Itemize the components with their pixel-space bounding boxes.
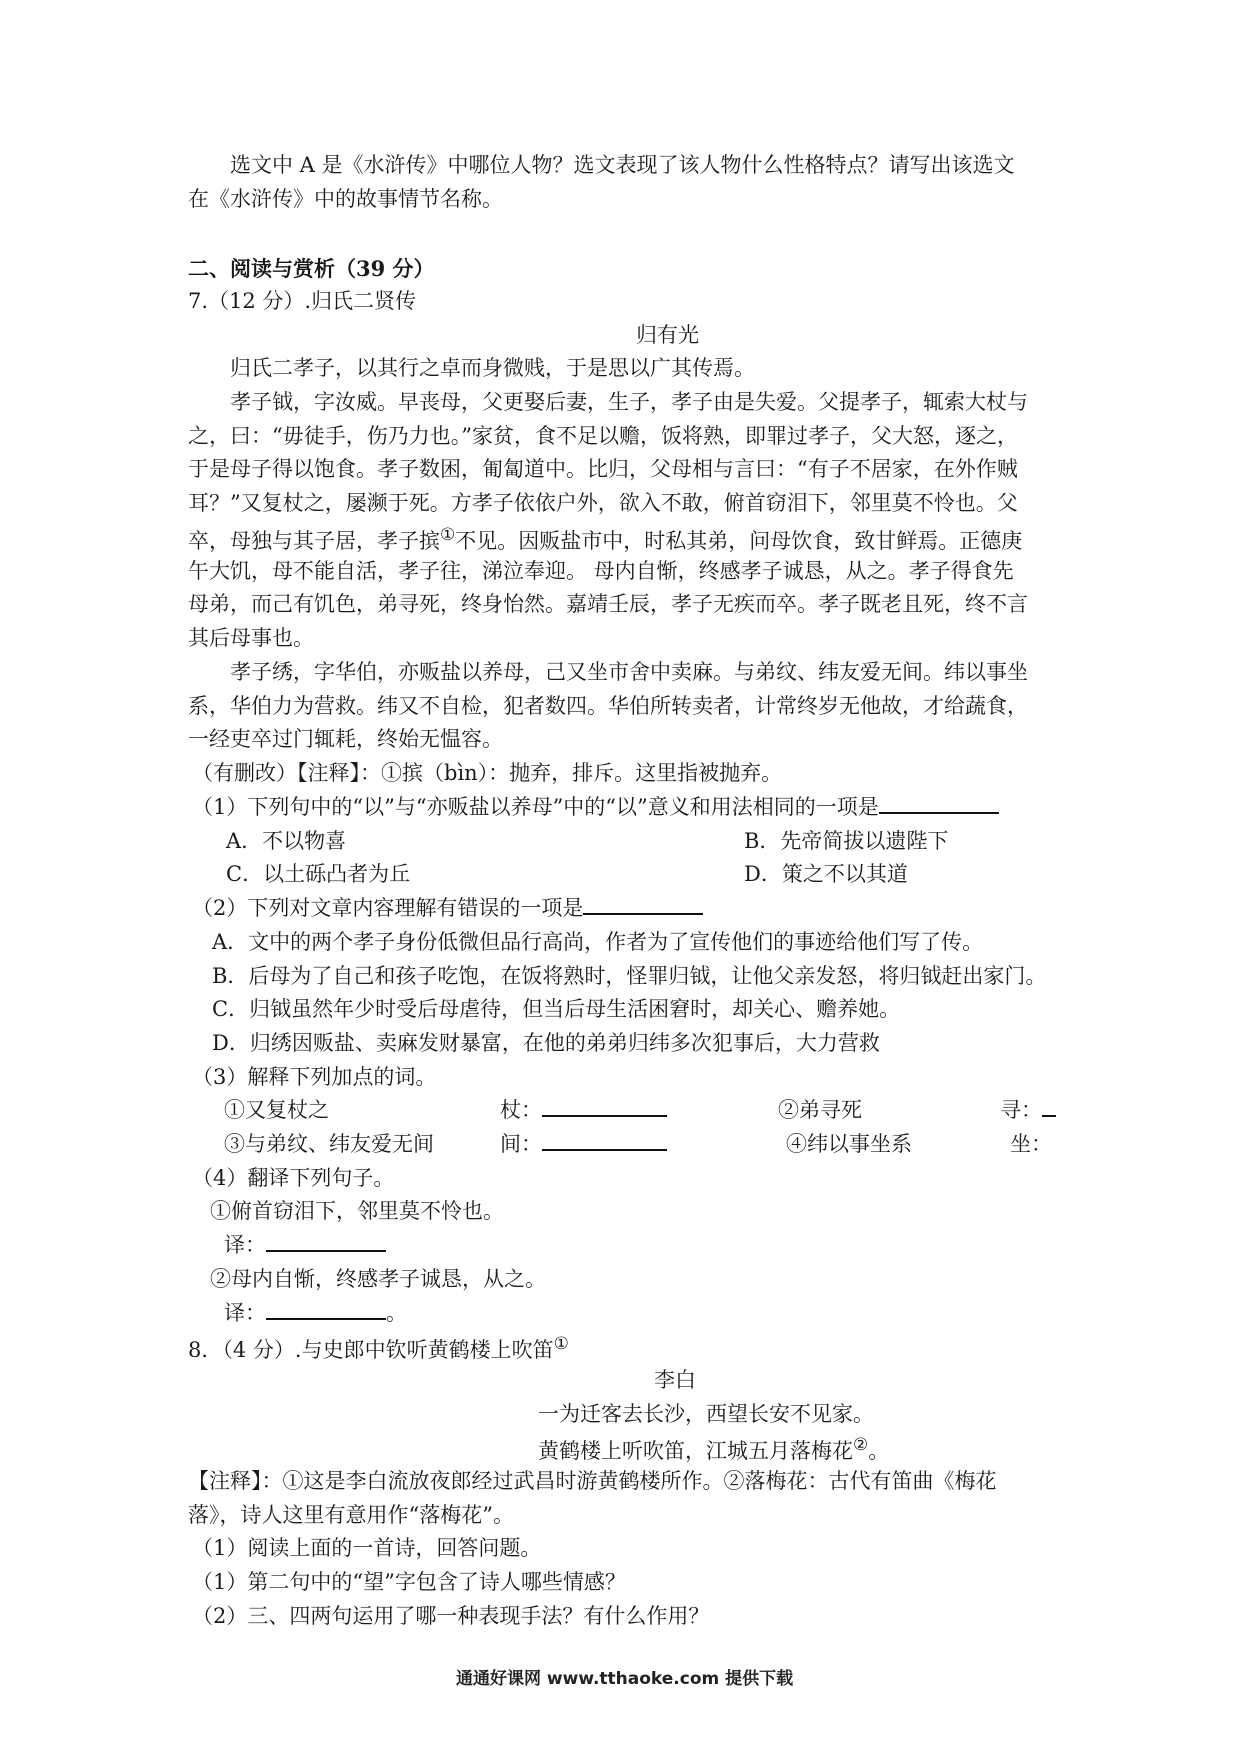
q7-sub3-key-3: [500, 1134, 667, 1155]
q7-sub3-item-4: ④纬以事坐系: [786, 1132, 912, 1156]
q7-text-line: 之，曰：“毋徒手，伤乃力也。”家贫，食不足以赡，饭将熟，即罪过孝子，父大怒，逐之，: [188, 424, 1018, 448]
q8-header-text: 8．（4 分）.与史郎中钦听黄鹤楼上吹笛: [188, 1338, 554, 1362]
q7-sub3-key-3-label: 间：: [500, 1132, 542, 1156]
q7-sub4-translation-1: [224, 1235, 386, 1256]
q8-question-2: （1）第二句中的“望”字包含了诗人哪些情感？: [192, 1570, 626, 1594]
q7-sub2-option-b: B．后母为了自己和孩子吃饱，在饭将熟时，怪罪归钺，让他父亲发怒，将归钺赶出家门。: [212, 964, 1047, 988]
q7-text-line: 母弟，而己有饥色，弟寻死，终身怡然。嘉靖壬辰，孝子无疾而卒。孝子既老且死，终不言: [188, 592, 1028, 616]
q7-sub3-stem: （3）解释下列加点的词。: [192, 1065, 437, 1089]
q7-sub3-item-3: ③与弟纹、纬友爱无间: [224, 1132, 434, 1156]
q7-sub4-stem: （4）翻译下列句子。: [192, 1166, 395, 1190]
q7-sub3-key-4: 坐：: [1010, 1132, 1052, 1156]
q8-header: [188, 1336, 569, 1361]
q8-header-mark: ①: [553, 1334, 569, 1354]
answer-blank[interactable]: [266, 1249, 386, 1252]
page-footer: 通通好课网 www.tthaoke.com 提供下载: [456, 1669, 794, 1689]
q7-sub3-key-2-label: 寻：: [1000, 1098, 1042, 1122]
q7-sub3-item-1: ①又复杖之: [224, 1098, 329, 1122]
q7-bin-mark: ①: [440, 525, 456, 545]
translation-label: 译：: [224, 1301, 266, 1325]
q7-text-line: 孝子绣，字华伯，亦贩盐以养母，己又坐市舍中卖麻。与弟纹、纬友爱无间。纬以事坐: [230, 660, 1028, 684]
q7-text-line: 其后母事也。: [188, 626, 314, 650]
q7-sub3-key-2: [1000, 1100, 1056, 1121]
q7-sub3-key-1: [500, 1100, 667, 1121]
q7-sub1-stem: [192, 797, 999, 818]
answer-blank[interactable]: [542, 1148, 667, 1151]
q8-author: 李白: [654, 1368, 696, 1392]
answer-blank[interactable]: [1042, 1114, 1056, 1117]
q7-sub4-translation-2: [224, 1303, 407, 1324]
q7-text-line: 午大饥，母不能自活，孝子往，涕泣奉迎。 母内自惭，终感孝子诚恳，从之。孝子得食先: [188, 559, 1014, 583]
q8-note-line-1: 【注释】：①这是李白流放夜郎经过武昌时游黄鹤楼所作。②落梅花：古代有笛曲《梅花: [188, 1469, 997, 1493]
answer-blank[interactable]: [542, 1114, 667, 1117]
q7-text-line: 孝子钺，字汝威。早丧母，父更娶后妻，生子，孝子由是失爱。父提孝子，辄索大杖与: [230, 390, 1028, 414]
answer-blank[interactable]: [266, 1317, 386, 1320]
q7-sub1-stem-text: （1）下列句中的“以”与“亦贩盐以养母”中的“以”意义和用法相同的一项是: [192, 795, 879, 819]
q8-note-line-2: 落》，诗人这里有意用作“落梅花”。: [188, 1503, 514, 1527]
q8-poem-line-1: 一为迁客去长沙，西望长安不见家。: [538, 1402, 874, 1426]
q8-poem-line-2: [538, 1437, 889, 1462]
q7-sub2-option-c: C．归钺虽然年少时受后母虐待，但当后母生活困窘时，却关心、赡养她。: [212, 997, 901, 1021]
answer-blank[interactable]: [879, 811, 999, 814]
q7-sub2-option-d: D．归绣因贩盐、卖麻发财暴富，在他的弟弟归纬多次犯事后，大力营救: [212, 1031, 880, 1055]
intro-line-1: 选文中 A 是《水浒传》中哪位人物？选文表现了该人物什么性格特点？请写出该选文: [230, 153, 1015, 177]
q7-text-line: 系，华伯力为营救。纬又不自检，犯者数四。华伯所转卖者，计常终岁无他故，才给蔬食，: [188, 694, 1028, 718]
q7-sub1-option-c: C．以土砾凸者为丘: [226, 862, 411, 886]
q7-author: 归有光: [636, 323, 699, 347]
q8-question-3: （2）三、四两句运用了哪一种表现手法？有什么作用？: [192, 1604, 710, 1628]
q7-annotation: （有删改）【注释】：①摈（bìn）：抛弃，排斥。这里指被抛弃。: [192, 761, 783, 785]
q7-sub3-key-1-label: 杖：: [500, 1098, 542, 1122]
q7-text-line: 耳？”又复杖之，屡濒于死。方孝子依依户外，欲入不敢，俯首窃泪下，邻里莫不怜也。父: [188, 491, 1018, 515]
q7-bin-pre: 卒，母独与其子居，孝子摈: [188, 529, 440, 553]
q8-poem-line-2-text: 黄鹤楼上听吹笛，江城五月落梅花: [538, 1439, 853, 1463]
section-2-title: 二、阅读与赏析（39 分）: [188, 256, 435, 281]
q8-question-1: （1）阅读上面的一首诗，回答问题。: [192, 1536, 542, 1560]
q8-poem-mark: ②: [853, 1435, 869, 1455]
q7-text-line: 归氏二孝子，以其行之卓而身微贱，于是思以广其传焉。: [230, 356, 755, 380]
q7-text-line-bin: [188, 527, 1022, 552]
q7-sub4-sentence-1: ①俯首窃泪下，邻里莫不怜也。: [210, 1199, 504, 1223]
q7-bin-post: 不见。因贩盐市中，时私其弟，问母饮食，致甘鲜焉。正德庚: [455, 529, 1023, 553]
translation-label: 译：: [224, 1233, 266, 1257]
period: 。: [386, 1301, 407, 1325]
q7-sub1-option-d: D．策之不以其道: [744, 862, 908, 886]
q7-sub2-stem-text: （2）下列对文章内容理解有错误的一项是: [192, 896, 584, 920]
q7-sub2-option-a: A．文中的两个孝子身份低微但品行高尚，作者为了宣传他们的事迹给他们写了传。: [212, 930, 984, 954]
q7-sub3-item-2: ②弟寻死: [778, 1098, 862, 1122]
answer-blank[interactable]: [583, 912, 703, 915]
q7-header: 7.（12 分）.归氏二贤传: [188, 289, 417, 313]
q7-text-line: 一经吏卒过门辄耗，终始无愠容。: [188, 727, 503, 751]
q7-sub1-option-b: B．先帝简拔以遗陛下: [744, 829, 949, 853]
q7-sub4-sentence-2: ②母内自惭，终感孝子诚恳，从之。: [210, 1267, 546, 1291]
q8-poem-end: 。: [868, 1439, 890, 1463]
q7-sub1-option-a: A．不以物喜: [226, 829, 347, 853]
q7-sub2-stem: [192, 898, 703, 919]
q7-text-line: 于是母子得以饱食。孝子数困，匍匐道中。比归，父母相与言曰：“有子不居家，在外作贼: [188, 457, 1018, 481]
intro-line-2: 在《水浒传》中的故事情节名称。: [188, 187, 503, 211]
